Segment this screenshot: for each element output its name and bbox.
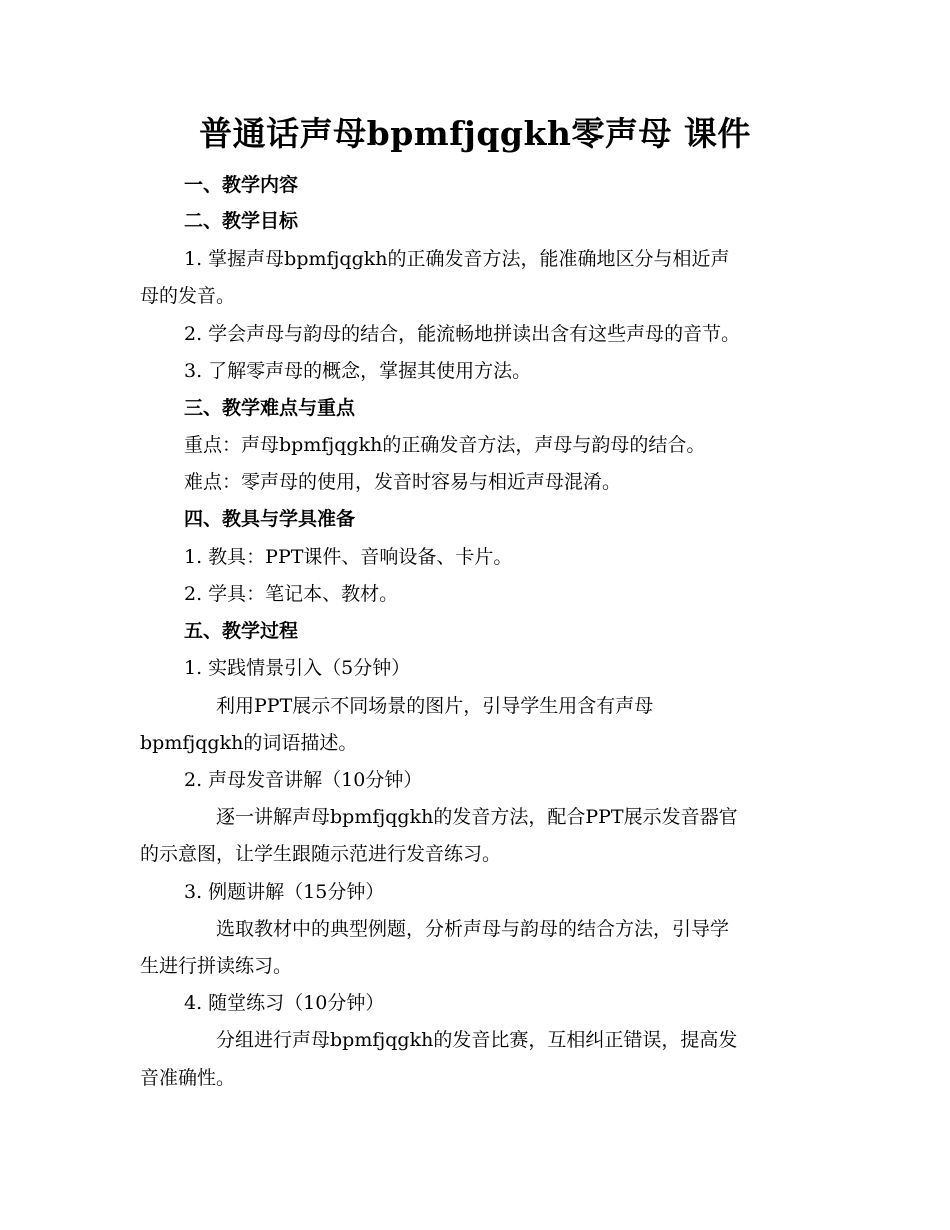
section-heading-teaching-goals: 二、教学目标 [184, 210, 299, 232]
section-heading-teaching-process: 五、教学过程 [184, 620, 299, 642]
section-heading-tools: 四、教具与学具准备 [184, 508, 356, 530]
goal-1-line-2: 母的发音。 [140, 285, 236, 307]
goal-3: 3. 了解零声母的概念，掌握其使用方法。 [184, 360, 532, 382]
section-heading-teaching-content: 一、教学内容 [184, 174, 299, 196]
step-3-title: 3. 例题讲解（15分钟） [184, 881, 385, 903]
step-4-title: 4. 随堂练习（10分钟） [184, 992, 385, 1014]
step-3-line-2: 生进行拼读练习。 [140, 955, 293, 977]
tools-item-2: 2. 学具：笔记本、教材。 [184, 583, 399, 605]
section-heading-key-difficult-points: 三、教学难点与重点 [184, 397, 356, 419]
page-title: 普通话声母bpmfjqgkh零声母 课件 [199, 114, 751, 153]
step-1-line-1: 利用PPT展示不同场景的图片，引导学生用含有声母 [216, 695, 654, 717]
step-4-line-2: 音准确性。 [140, 1067, 236, 1089]
goal-2: 2. 学会声母与韵母的结合，能流畅地拼读出含有这些声母的音节。 [184, 323, 741, 345]
step-2-line-1: 逐一讲解声母bpmfjqgkh的发音方法，配合PPT展示发音器官 [216, 806, 738, 828]
step-2-title: 2. 声母发音讲解（10分钟） [184, 769, 423, 791]
step-4-line-1: 分组进行声母bpmfjqgkh的发音比赛，互相纠正错误，提高发 [216, 1029, 738, 1051]
step-1-title: 1. 实践情景引入（5分钟） [184, 657, 411, 679]
tools-item-1: 1. 教具：PPT课件、音响设备、卡片。 [184, 546, 513, 568]
step-1-line-2: bpmfjqgkh的词语描述。 [140, 732, 358, 754]
key-point-text: 重点：声母bpmfjqgkh的正确发音方法，声母与韵母的结合。 [184, 434, 706, 456]
step-3-line-1: 选取教材中的典型例题，分析声母与韵母的结合方法，引导学 [216, 918, 730, 940]
difficulty-text: 难点：零声母的使用，发音时容易与相近声母混淆。 [184, 471, 622, 493]
step-2-line-2: 的示意图，让学生跟随示范进行发音练习。 [140, 843, 502, 865]
goal-1-line-1: 1. 掌握声母bpmfjqgkh的正确发音方法，能准确地区分与相近声 [184, 248, 730, 270]
